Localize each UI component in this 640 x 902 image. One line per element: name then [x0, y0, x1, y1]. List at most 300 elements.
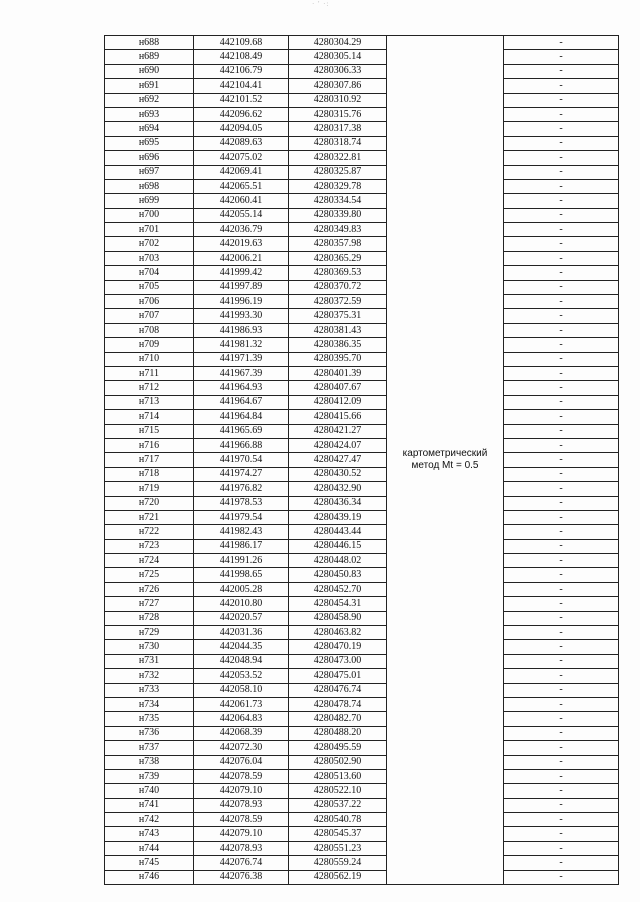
point-id-cell: н701	[105, 223, 194, 237]
point-id-cell: н735	[105, 712, 194, 726]
point-id-cell: н714	[105, 410, 194, 424]
x-coordinate-cell: 442061.73	[194, 697, 289, 711]
point-id-cell: н711	[105, 366, 194, 380]
table-row	[105, 827, 619, 841]
x-coordinate-cell: 441981.32	[194, 338, 289, 352]
x-coordinate-cell: 442072.30	[194, 741, 289, 755]
description-cell: -	[504, 554, 619, 568]
y-coordinate-cell: 4280559.24	[289, 856, 387, 870]
y-coordinate-cell: 4280522.10	[289, 784, 387, 798]
x-coordinate-cell: 441965.69	[194, 424, 289, 438]
description-cell: -	[504, 280, 619, 294]
y-coordinate-cell: 4280369.53	[289, 266, 387, 280]
point-id-cell: н706	[105, 295, 194, 309]
description-cell: -	[504, 712, 619, 726]
x-coordinate-cell: 442044.35	[194, 640, 289, 654]
x-coordinate-cell: 442106.79	[194, 64, 289, 78]
description-cell: -	[504, 784, 619, 798]
description-cell: -	[504, 697, 619, 711]
table-row	[105, 295, 619, 309]
x-coordinate-cell: 442101.52	[194, 93, 289, 107]
y-coordinate-cell: 4280306.33	[289, 64, 387, 78]
x-coordinate-cell: 442076.74	[194, 856, 289, 870]
description-cell: -	[504, 136, 619, 150]
point-id-cell: н700	[105, 208, 194, 222]
point-id-cell: н732	[105, 669, 194, 683]
y-coordinate-cell: 4280381.43	[289, 323, 387, 337]
description-cell: -	[504, 151, 619, 165]
y-coordinate-cell: 4280537.22	[289, 798, 387, 812]
point-id-cell: н702	[105, 237, 194, 251]
description-cell: -	[504, 424, 619, 438]
y-coordinate-cell: 4280304.29	[289, 36, 387, 50]
x-coordinate-cell: 441999.42	[194, 266, 289, 280]
y-coordinate-cell: 4280415.66	[289, 410, 387, 424]
description-cell: -	[504, 496, 619, 510]
table-row	[105, 410, 619, 424]
y-coordinate-cell: 4280562.19	[289, 870, 387, 884]
table-row	[105, 755, 619, 769]
description-cell: -	[504, 726, 619, 740]
x-coordinate-cell: 441976.82	[194, 482, 289, 496]
x-coordinate-cell: 441964.84	[194, 410, 289, 424]
description-cell: -	[504, 122, 619, 136]
y-coordinate-cell: 4280463.82	[289, 626, 387, 640]
x-coordinate-cell: 442108.49	[194, 50, 289, 64]
y-coordinate-cell: 4280446.15	[289, 539, 387, 553]
description-cell: -	[504, 525, 619, 539]
point-id-cell: н704	[105, 266, 194, 280]
y-coordinate-cell: 4280407.67	[289, 381, 387, 395]
description-cell: -	[504, 626, 619, 640]
description-cell: -	[504, 813, 619, 827]
table-row	[105, 323, 619, 337]
point-id-cell: н717	[105, 453, 194, 467]
table-row	[105, 223, 619, 237]
y-coordinate-cell: 4280375.31	[289, 309, 387, 323]
point-id-cell: н742	[105, 813, 194, 827]
point-id-cell: н738	[105, 755, 194, 769]
point-id-cell: н726	[105, 582, 194, 596]
description-cell: -	[504, 237, 619, 251]
description-cell: -	[504, 64, 619, 78]
x-coordinate-cell: 441978.53	[194, 496, 289, 510]
x-coordinate-cell: 442031.36	[194, 626, 289, 640]
x-coordinate-cell: 442048.94	[194, 654, 289, 668]
x-coordinate-cell: 442075.02	[194, 151, 289, 165]
x-coordinate-cell: 442078.93	[194, 798, 289, 812]
point-id-cell: н720	[105, 496, 194, 510]
y-coordinate-cell: 4280421.27	[289, 424, 387, 438]
table-row	[105, 568, 619, 582]
description-cell: -	[504, 856, 619, 870]
description-cell: -	[504, 107, 619, 121]
y-coordinate-cell: 4280436.34	[289, 496, 387, 510]
point-id-cell: н691	[105, 79, 194, 93]
description-cell: -	[504, 381, 619, 395]
x-coordinate-cell: 442078.93	[194, 841, 289, 855]
coordinates-table	[104, 35, 619, 885]
description-cell: -	[504, 93, 619, 107]
y-coordinate-cell: 4280458.90	[289, 611, 387, 625]
y-coordinate-cell: 4280430.52	[289, 467, 387, 481]
point-id-cell: н739	[105, 769, 194, 783]
x-coordinate-cell: 442058.10	[194, 683, 289, 697]
y-coordinate-cell: 4280475.01	[289, 669, 387, 683]
x-coordinate-cell: 442076.38	[194, 870, 289, 884]
y-coordinate-cell: 4280452.70	[289, 582, 387, 596]
table-row	[105, 510, 619, 524]
point-id-cell: н705	[105, 280, 194, 294]
table-row	[105, 841, 619, 855]
y-coordinate-cell: 4280370.72	[289, 280, 387, 294]
x-coordinate-cell: 442060.41	[194, 194, 289, 208]
x-coordinate-cell: 441997.89	[194, 280, 289, 294]
point-id-cell: н693	[105, 107, 194, 121]
table-row	[105, 424, 619, 438]
table-row	[105, 266, 619, 280]
point-id-cell: н722	[105, 525, 194, 539]
table-row	[105, 122, 619, 136]
point-id-cell: н715	[105, 424, 194, 438]
table-row	[105, 453, 619, 467]
table-row	[105, 237, 619, 251]
table-row	[105, 309, 619, 323]
table-row	[105, 539, 619, 553]
table-row	[105, 208, 619, 222]
method-line-1: картометрический	[402, 448, 488, 460]
table-row	[105, 338, 619, 352]
point-id-cell: н719	[105, 482, 194, 496]
description-cell: -	[504, 467, 619, 481]
y-coordinate-cell: 4280470.19	[289, 640, 387, 654]
y-coordinate-cell: 4280478.74	[289, 697, 387, 711]
description-cell: -	[504, 582, 619, 596]
x-coordinate-cell: 442065.51	[194, 179, 289, 193]
table-row	[105, 611, 619, 625]
y-coordinate-cell: 4280476.74	[289, 683, 387, 697]
table-row	[105, 640, 619, 654]
x-coordinate-cell: 441979.54	[194, 510, 289, 524]
point-id-cell: н729	[105, 626, 194, 640]
description-cell: -	[504, 669, 619, 683]
y-coordinate-cell: 4280432.90	[289, 482, 387, 496]
point-id-cell: н696	[105, 151, 194, 165]
table-row	[105, 179, 619, 193]
description-cell: -	[504, 827, 619, 841]
table-row	[105, 654, 619, 668]
table-row	[105, 870, 619, 884]
description-cell: -	[504, 194, 619, 208]
description-cell: -	[504, 266, 619, 280]
point-id-cell: н709	[105, 338, 194, 352]
point-id-cell: н718	[105, 467, 194, 481]
description-cell: -	[504, 510, 619, 524]
description-cell: -	[504, 295, 619, 309]
x-coordinate-cell: 441986.93	[194, 323, 289, 337]
x-coordinate-cell: 442079.10	[194, 784, 289, 798]
point-id-cell: н698	[105, 179, 194, 193]
point-id-cell: н697	[105, 165, 194, 179]
y-coordinate-cell: 4280427.47	[289, 453, 387, 467]
table-row	[105, 683, 619, 697]
y-coordinate-cell: 4280307.86	[289, 79, 387, 93]
x-coordinate-cell: 441998.65	[194, 568, 289, 582]
point-id-cell: н734	[105, 697, 194, 711]
table-row	[105, 669, 619, 683]
x-coordinate-cell: 442076.04	[194, 755, 289, 769]
x-coordinate-cell: 442064.83	[194, 712, 289, 726]
y-coordinate-cell: 4280513.60	[289, 769, 387, 783]
y-coordinate-cell: 4280395.70	[289, 352, 387, 366]
y-coordinate-cell: 4280540.78	[289, 813, 387, 827]
x-coordinate-cell: 441993.30	[194, 309, 289, 323]
table-row	[105, 64, 619, 78]
table-row	[105, 597, 619, 611]
description-cell: -	[504, 870, 619, 884]
y-coordinate-cell: 4280502.90	[289, 755, 387, 769]
x-coordinate-cell: 441964.93	[194, 381, 289, 395]
y-coordinate-cell: 4280325.87	[289, 165, 387, 179]
x-coordinate-cell: 442104.41	[194, 79, 289, 93]
point-id-cell: н713	[105, 395, 194, 409]
x-coordinate-cell: 441991.26	[194, 554, 289, 568]
table-row	[105, 496, 619, 510]
point-id-cell: н689	[105, 50, 194, 64]
x-coordinate-cell: 442078.59	[194, 813, 289, 827]
table-row	[105, 395, 619, 409]
point-id-cell: н690	[105, 64, 194, 78]
y-coordinate-cell: 4280551.23	[289, 841, 387, 855]
description-cell: -	[504, 769, 619, 783]
table-row	[105, 151, 619, 165]
description-cell: -	[504, 179, 619, 193]
point-id-cell: н708	[105, 323, 194, 337]
x-coordinate-cell: 442006.21	[194, 251, 289, 265]
table-row	[105, 366, 619, 380]
point-id-cell: н741	[105, 798, 194, 812]
x-coordinate-cell: 441986.17	[194, 539, 289, 553]
description-cell: -	[504, 654, 619, 668]
point-id-cell: н733	[105, 683, 194, 697]
y-coordinate-cell: 4280310.92	[289, 93, 387, 107]
description-cell: -	[504, 683, 619, 697]
point-id-cell: н725	[105, 568, 194, 582]
method-cell	[387, 36, 504, 885]
method-line-2: метод Mt = 0.5	[411, 460, 479, 472]
point-id-cell: н746	[105, 870, 194, 884]
description-cell: -	[504, 395, 619, 409]
y-coordinate-cell: 4280448.02	[289, 554, 387, 568]
y-coordinate-cell: 4280372.59	[289, 295, 387, 309]
point-id-cell: н737	[105, 741, 194, 755]
point-id-cell: н688	[105, 36, 194, 50]
y-coordinate-cell: 4280439.19	[289, 510, 387, 524]
y-coordinate-cell: 4280454.31	[289, 597, 387, 611]
y-coordinate-cell: 4280357.98	[289, 237, 387, 251]
table-row	[105, 107, 619, 121]
x-coordinate-cell: 442053.52	[194, 669, 289, 683]
x-coordinate-cell: 442089.63	[194, 136, 289, 150]
x-coordinate-cell: 441970.54	[194, 453, 289, 467]
y-coordinate-cell: 4280424.07	[289, 438, 387, 452]
y-coordinate-cell: 4280412.09	[289, 395, 387, 409]
y-coordinate-cell: 4280495.59	[289, 741, 387, 755]
description-cell: -	[504, 366, 619, 380]
table-row	[105, 626, 619, 640]
table-row	[105, 50, 619, 64]
description-cell: -	[504, 453, 619, 467]
x-coordinate-cell: 441974.27	[194, 467, 289, 481]
description-cell: -	[504, 338, 619, 352]
x-coordinate-cell: 442010.80	[194, 597, 289, 611]
point-id-cell: н692	[105, 93, 194, 107]
x-coordinate-cell: 442020.57	[194, 611, 289, 625]
table-row	[105, 697, 619, 711]
x-coordinate-cell: 441971.39	[194, 352, 289, 366]
table-row	[105, 856, 619, 870]
x-coordinate-cell: 441964.67	[194, 395, 289, 409]
description-cell: -	[504, 640, 619, 654]
y-coordinate-cell: 4280365.29	[289, 251, 387, 265]
x-coordinate-cell: 442068.39	[194, 726, 289, 740]
description-cell: -	[504, 36, 619, 50]
description-cell: -	[504, 208, 619, 222]
description-cell: -	[504, 438, 619, 452]
table-row	[105, 525, 619, 539]
description-cell: -	[504, 611, 619, 625]
point-id-cell: н716	[105, 438, 194, 452]
point-id-cell: н728	[105, 611, 194, 625]
table-row	[105, 813, 619, 827]
y-coordinate-cell: 4280334.54	[289, 194, 387, 208]
description-cell: -	[504, 309, 619, 323]
table-row	[105, 93, 619, 107]
table-row	[105, 712, 619, 726]
x-coordinate-cell: 441996.19	[194, 295, 289, 309]
y-coordinate-cell: 4280315.76	[289, 107, 387, 121]
table-row	[105, 381, 619, 395]
table-row	[105, 280, 619, 294]
y-coordinate-cell: 4280545.37	[289, 827, 387, 841]
table-row	[105, 769, 619, 783]
description-cell: -	[504, 755, 619, 769]
x-coordinate-cell: 442055.14	[194, 208, 289, 222]
point-id-cell: н736	[105, 726, 194, 740]
point-id-cell: н731	[105, 654, 194, 668]
point-id-cell: н695	[105, 136, 194, 150]
table-row	[105, 79, 619, 93]
description-cell: -	[504, 798, 619, 812]
y-coordinate-cell: 4280322.81	[289, 151, 387, 165]
point-id-cell: н727	[105, 597, 194, 611]
table-row	[105, 36, 619, 50]
y-coordinate-cell: 4280488.20	[289, 726, 387, 740]
point-id-cell: н699	[105, 194, 194, 208]
x-coordinate-cell: 442109.68	[194, 36, 289, 50]
x-coordinate-cell: 442096.62	[194, 107, 289, 121]
point-id-cell: н712	[105, 381, 194, 395]
point-id-cell: н721	[105, 510, 194, 524]
coordinates-table-body	[105, 36, 619, 885]
point-id-cell: н740	[105, 784, 194, 798]
x-coordinate-cell: 442019.63	[194, 237, 289, 251]
description-cell: -	[504, 597, 619, 611]
x-coordinate-cell: 441967.39	[194, 366, 289, 380]
y-coordinate-cell: 4280386.35	[289, 338, 387, 352]
table-row	[105, 482, 619, 496]
y-coordinate-cell: 4280339.80	[289, 208, 387, 222]
y-coordinate-cell: 4280317.38	[289, 122, 387, 136]
point-id-cell: н694	[105, 122, 194, 136]
x-coordinate-cell: 442079.10	[194, 827, 289, 841]
table-row	[105, 784, 619, 798]
y-coordinate-cell: 4280349.83	[289, 223, 387, 237]
y-coordinate-cell: 4280482.70	[289, 712, 387, 726]
table-row	[105, 352, 619, 366]
x-coordinate-cell: 442005.28	[194, 582, 289, 596]
point-id-cell: н745	[105, 856, 194, 870]
description-cell: -	[504, 165, 619, 179]
description-cell: -	[504, 50, 619, 64]
point-id-cell: н710	[105, 352, 194, 366]
x-coordinate-cell: 442078.59	[194, 769, 289, 783]
description-cell: -	[504, 352, 619, 366]
table-row	[105, 194, 619, 208]
y-coordinate-cell: 4280318.74	[289, 136, 387, 150]
description-cell: -	[504, 323, 619, 337]
description-cell: -	[504, 482, 619, 496]
y-coordinate-cell: 4280473.00	[289, 654, 387, 668]
y-coordinate-cell: 4280401.39	[289, 366, 387, 380]
description-cell: -	[504, 539, 619, 553]
point-id-cell: н724	[105, 554, 194, 568]
table-row	[105, 136, 619, 150]
y-coordinate-cell: 4280329.78	[289, 179, 387, 193]
table-row	[105, 554, 619, 568]
table-row	[105, 741, 619, 755]
description-cell: -	[504, 79, 619, 93]
table-row	[105, 582, 619, 596]
scan-smudge: · ' ·:	[312, 0, 330, 8]
point-id-cell: н743	[105, 827, 194, 841]
description-cell: -	[504, 251, 619, 265]
description-cell: -	[504, 568, 619, 582]
x-coordinate-cell: 442094.05	[194, 122, 289, 136]
x-coordinate-cell: 442069.41	[194, 165, 289, 179]
table-row	[105, 251, 619, 265]
point-id-cell: н707	[105, 309, 194, 323]
point-id-cell: н730	[105, 640, 194, 654]
table-row	[105, 438, 619, 452]
table-row	[105, 798, 619, 812]
description-cell: -	[504, 841, 619, 855]
description-cell: -	[504, 223, 619, 237]
y-coordinate-cell: 4280305.14	[289, 50, 387, 64]
y-coordinate-cell: 4280443.44	[289, 525, 387, 539]
x-coordinate-cell: 441966.88	[194, 438, 289, 452]
point-id-cell: н744	[105, 841, 194, 855]
y-coordinate-cell: 4280450.83	[289, 568, 387, 582]
table-row	[105, 467, 619, 481]
x-coordinate-cell: 442036.79	[194, 223, 289, 237]
description-cell: -	[504, 410, 619, 424]
table-row	[105, 165, 619, 179]
description-cell: -	[504, 741, 619, 755]
x-coordinate-cell: 441982.43	[194, 525, 289, 539]
point-id-cell: н703	[105, 251, 194, 265]
point-id-cell: н723	[105, 539, 194, 553]
